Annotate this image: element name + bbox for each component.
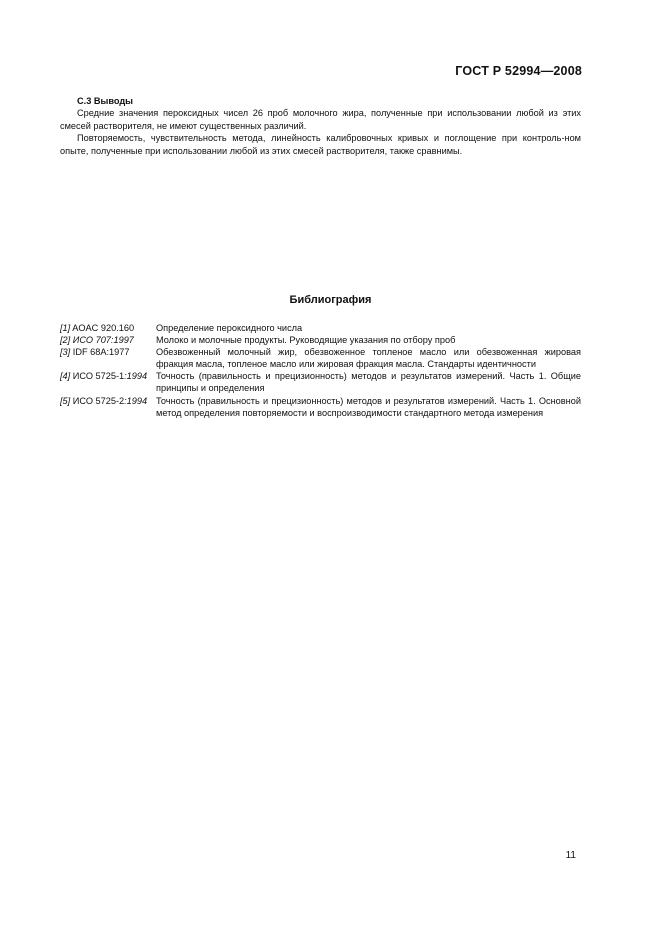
bibliography-reference [60, 322, 156, 334]
bibliography-description: Обезвоженный молочный жир, обезвоженное топленое масло или обезвоженная жировая фракция масла, топленое масло или жировая фракция масла. Стандарты идентичности [156, 347, 581, 370]
bibliography-description: Молоко и молочные продукты. Руководящие указания по отбору проб [156, 335, 456, 346]
bibliography-title: Библиография [289, 294, 372, 306]
bibliography-number: [5] [60, 395, 71, 406]
bibliography-reference [60, 334, 156, 346]
bibliography-description: Определение пероксидного числа [156, 323, 303, 333]
bibliography-standard: ИСО 707 [72, 335, 111, 346]
bibliography-entry [60, 370, 581, 394]
bibliography-reference [60, 346, 156, 358]
bibliography-entry [60, 322, 581, 334]
bibliography-year: :1994 [124, 395, 148, 406]
bibliography-entry [60, 334, 581, 346]
bibliography-entry [60, 346, 581, 370]
bibliography-entry [60, 395, 581, 419]
bibliography-standard: ИСО 5725-2 [72, 395, 125, 406]
bibliography-description: Точность (правильность и прецизионность) методов и результатов измерений. Часть 1. Основной метод определения повторяемости и воспроизводимости стандартного метода измерения [156, 395, 581, 418]
bibliography-standard: AOAC 920.160 [72, 323, 135, 333]
bibliography-reference [60, 370, 156, 382]
bibliography-list [60, 322, 581, 419]
bibliography-standard: ИСО 5725-1 [72, 371, 125, 382]
section-paragraph: Повторяемость, чувствительность метода, линейность калибровочных кривых и поглощение при контроль-ном опыте, полученные при использовании любой из этих смесей растворителя, также сравнимы. [60, 133, 581, 156]
section-paragraph: Средние значения пероксидных чисел 26 проб молочного жира, полученные при использовании любой из этих смесей растворителя, не имеют существенных различий. [60, 108, 581, 131]
bibliography-number: [2] [60, 335, 71, 346]
bibliography-year: :1997 [110, 335, 134, 346]
bibliography-number: [3] [60, 347, 71, 358]
bibliography-number: [4] [60, 371, 71, 382]
bibliography-year: :1994 [124, 371, 148, 382]
document-code: ГОСТ Р 52994—2008 [455, 64, 582, 78]
section-heading: С.3 Выводы [77, 96, 134, 106]
section-c3 [60, 95, 581, 157]
bibliography-number: [1] [60, 323, 71, 333]
page-number: 11 [565, 850, 576, 861]
bibliography-standard: IDF 68A:1977 [72, 347, 130, 358]
bibliography-reference [60, 395, 156, 407]
bibliography-description: Точность (правильность и прецизионность) методов и результатов измерений. Часть 1. Общие принципы и определения [156, 371, 581, 394]
